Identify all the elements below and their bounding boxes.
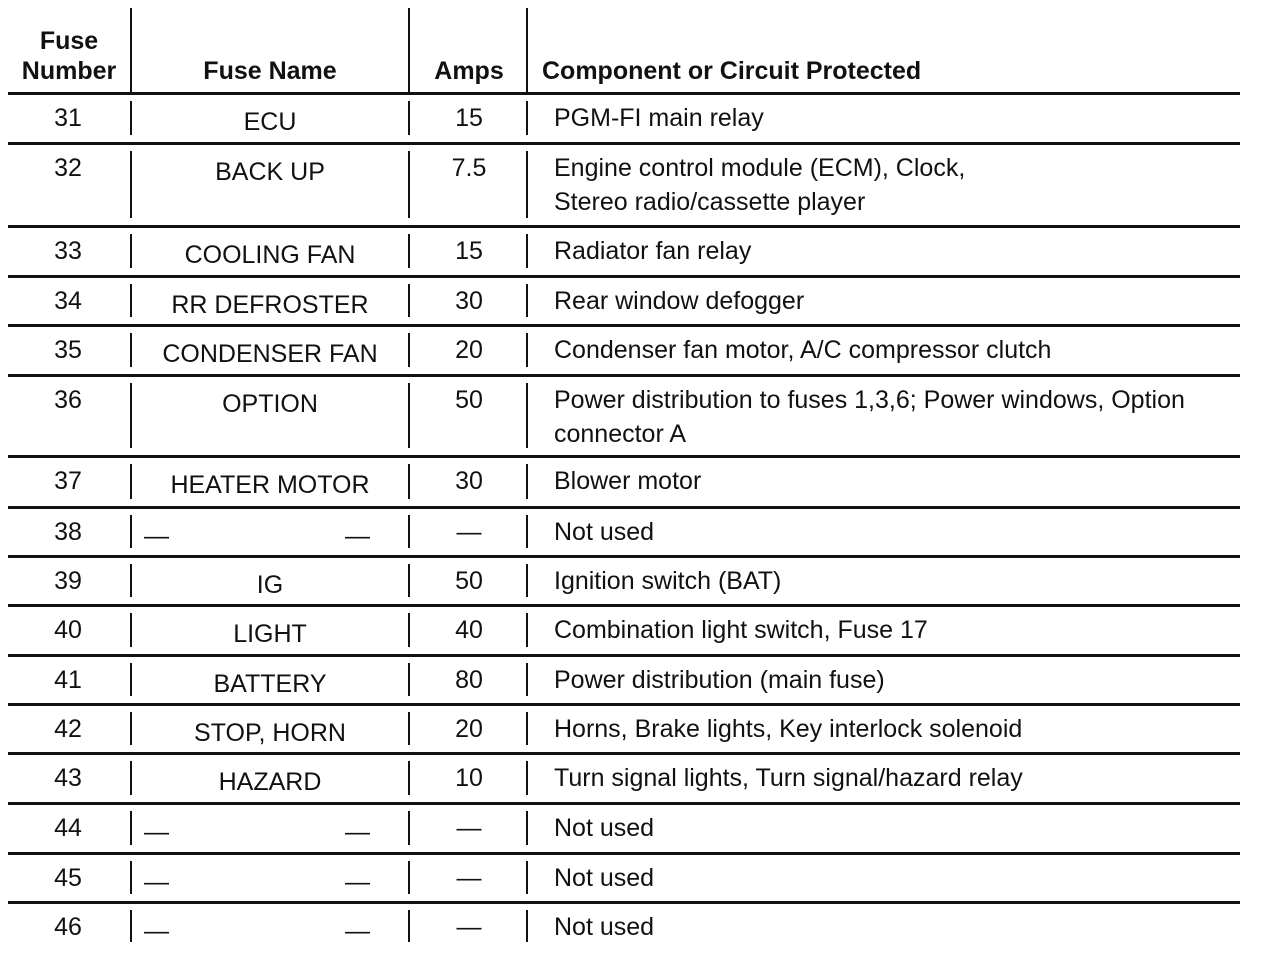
fuse-amps: 30	[455, 287, 483, 315]
fuse-name-dash: —	[345, 522, 370, 550]
fuse-component	[554, 327, 1244, 367]
fuse-component	[554, 706, 1244, 746]
component-line: Not used	[554, 814, 655, 842]
component-line: Not used	[554, 913, 655, 941]
component-line: Combination light switch, Fuse 17	[554, 616, 928, 644]
column-divider	[130, 910, 132, 942]
fuse-name: LIGHT	[233, 620, 307, 648]
table-row	[8, 95, 1240, 145]
fuse-number: 46	[54, 913, 82, 941]
fuse-component	[554, 755, 1244, 795]
table-row	[8, 607, 1240, 657]
fuse-component	[554, 558, 1244, 598]
component-line: Condenser fan motor, A/C compressor clutch	[554, 336, 1052, 364]
component-line: Radiator fan relay	[554, 237, 752, 265]
fuse-name: ECU	[243, 108, 297, 136]
table-body	[8, 95, 1240, 952]
table-row	[8, 904, 1240, 952]
fuse-amps: 15	[455, 104, 483, 132]
fuse-name: BATTERY	[213, 670, 327, 698]
fuse-name: COOLING FAN	[184, 241, 356, 269]
table-header	[8, 6, 1240, 95]
column-divider	[130, 861, 132, 894]
fuse-name: CONDENSER FAN	[162, 340, 378, 368]
component-line: Engine control module (ECM), Clock,	[554, 154, 966, 182]
component-line: Ignition switch (BAT)	[554, 567, 782, 595]
fuse-name	[130, 904, 410, 945]
fuse-number: 32	[54, 154, 82, 182]
fuse-component	[554, 805, 1244, 845]
table-row	[8, 558, 1240, 607]
fuse-name-dash: —	[144, 818, 169, 846]
fuse-name-dash: —	[345, 868, 370, 896]
fuse-component	[554, 377, 1244, 451]
header-amps: Amps	[434, 57, 504, 85]
column-divider	[130, 515, 132, 548]
fuse-name	[130, 805, 410, 846]
fuse-amps: 20	[455, 336, 483, 364]
fuse-name-dash: —	[144, 522, 169, 550]
fuse-number: 45	[54, 864, 82, 892]
fuse-number: 38	[54, 518, 82, 546]
fuse-amps: 50	[455, 567, 483, 595]
fuse-number: 36	[54, 386, 82, 414]
component-line: Not used	[554, 518, 655, 546]
fuse-number: 39	[54, 567, 82, 595]
table-row	[8, 805, 1240, 855]
fuse-number: 35	[54, 336, 82, 364]
fuse-name-dash: —	[345, 917, 370, 945]
fuse-name: BACK UP	[215, 158, 325, 186]
fuse-name: STOP, HORN	[194, 719, 346, 747]
table-row	[8, 706, 1240, 755]
header-component: Component or Circuit Protected	[542, 57, 922, 85]
fuse-number: 41	[54, 666, 82, 694]
fuse-table	[8, 6, 1240, 952]
fuse-component	[554, 278, 1244, 318]
component-line: Blower motor	[554, 467, 702, 495]
fuse-amps: 15	[455, 237, 483, 265]
fuse-number: 43	[54, 764, 82, 792]
fuse-name: HAZARD	[218, 768, 322, 796]
fuse-component	[554, 607, 1244, 647]
table-row	[8, 657, 1240, 706]
fuse-amps: —	[456, 864, 482, 892]
fuse-amps: 40	[455, 616, 483, 644]
fuse-name: OPTION	[222, 390, 318, 418]
component-line: Rear window defogger	[554, 287, 805, 315]
column-divider	[130, 811, 132, 845]
fuse-amps: 80	[455, 666, 483, 694]
fuse-component	[554, 228, 1244, 268]
component-line: Turn signal lights, Turn signal/hazard relay	[554, 764, 1023, 792]
table-row	[8, 855, 1240, 904]
fuse-number: 40	[54, 616, 82, 644]
fuse-component	[554, 904, 1244, 944]
fuse-name	[130, 855, 410, 896]
component-line: Horns, Brake lights, Key interlock solenoid	[554, 715, 1023, 743]
component-line: connector A	[554, 420, 687, 448]
fuse-number: 33	[54, 237, 82, 265]
header-fuse-name: Fuse Name	[203, 57, 337, 85]
header-fuse-number-line1: Fuse	[39, 27, 99, 55]
fuse-name	[130, 509, 410, 550]
fuse-number: 42	[54, 715, 82, 743]
fuse-component	[554, 145, 1244, 219]
fuse-name: HEATER MOTOR	[170, 471, 370, 499]
fuse-number: 34	[54, 287, 82, 315]
fuse-name-dash: —	[345, 818, 370, 846]
fuse-amps: —	[456, 814, 482, 842]
fuse-name: IG	[256, 571, 284, 599]
fuse-name-dash: —	[144, 917, 169, 945]
component-line: Power distribution (main fuse)	[554, 666, 885, 694]
fuse-name-dash: —	[144, 868, 169, 896]
header-fuse-number-line2: Number	[21, 57, 117, 85]
fuse-number: 44	[54, 814, 82, 842]
fuse-amps: 20	[455, 715, 483, 743]
table-row	[8, 458, 1240, 509]
fuse-component	[554, 657, 1244, 697]
table-row	[8, 145, 1240, 228]
fuse-component	[554, 855, 1244, 895]
fuse-amps: 10	[455, 764, 483, 792]
table-row	[8, 377, 1240, 458]
fuse-name: RR DEFROSTER	[171, 291, 369, 319]
fuse-amps: 50	[455, 386, 483, 414]
component-line: Not used	[554, 864, 655, 892]
fuse-number: 31	[54, 104, 82, 132]
table-row	[8, 509, 1240, 558]
fuse-component	[554, 95, 1244, 135]
fuse-amps: —	[456, 518, 482, 546]
component-line: PGM-FI main relay	[554, 104, 764, 132]
fuse-component	[554, 509, 1244, 549]
fuse-amps: 30	[455, 467, 483, 495]
table-row	[8, 228, 1240, 278]
table-row	[8, 755, 1240, 805]
table-row	[8, 278, 1240, 327]
fuse-component	[554, 458, 1244, 498]
component-line: Stereo radio/cassette player	[554, 188, 866, 216]
table-row	[8, 327, 1240, 377]
fuse-amps: 7.5	[451, 154, 487, 182]
fuse-amps: —	[456, 913, 482, 941]
header-fuse-number	[8, 26, 130, 86]
component-line: Power distribution to fuses 1,3,6; Power windows, Option	[554, 386, 1185, 414]
fuse-number: 37	[54, 467, 82, 495]
